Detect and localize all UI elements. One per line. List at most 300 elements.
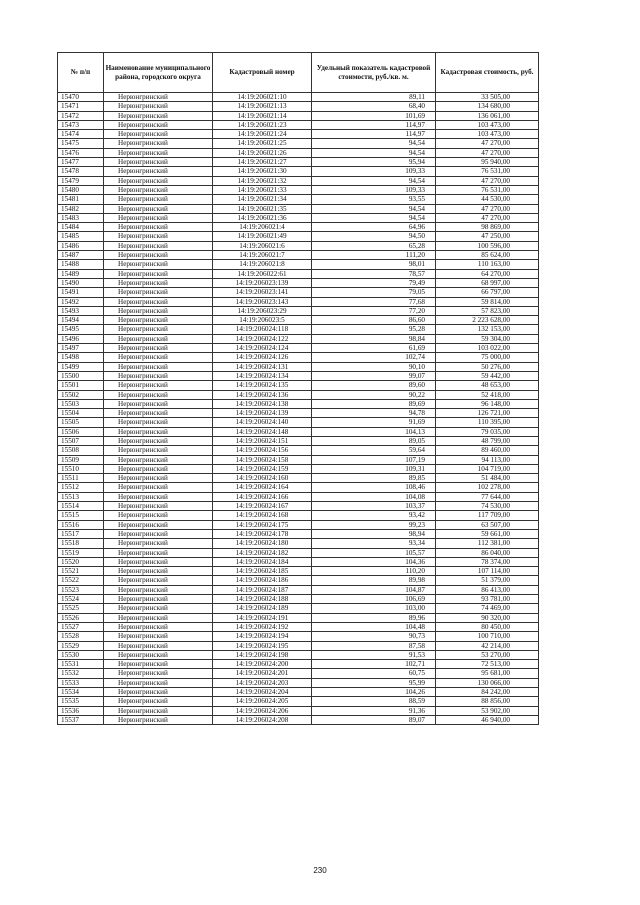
row-number-cell: 15508 xyxy=(58,446,104,455)
row-number-cell: 15533 xyxy=(58,678,104,687)
row-number-cell: 15491 xyxy=(58,288,104,297)
table-row xyxy=(58,232,539,241)
municipality-cell: Нерюнгринский xyxy=(104,260,213,269)
table-row xyxy=(58,548,539,557)
table-row xyxy=(58,446,539,455)
cadastral-number-cell: 14:19:206024:131 xyxy=(213,362,312,371)
row-number-cell: 15480 xyxy=(58,185,104,194)
cadastral-number-cell: 14:19:206024:136 xyxy=(213,390,312,399)
table-row xyxy=(58,130,539,139)
cadastral-number-cell: 14:19:206024:140 xyxy=(213,418,312,427)
unit-value-cell: 90,10 xyxy=(312,362,436,371)
cadastral-cost-cell: 50 276,00 xyxy=(436,362,539,371)
unit-value-cell: 90,73 xyxy=(312,632,436,641)
row-number-cell: 15501 xyxy=(58,381,104,390)
cadastral-number-cell: 14:19:206021:14 xyxy=(213,111,312,120)
unit-value-cell: 59,64 xyxy=(312,446,436,455)
cadastral-cost-cell: 74 469,00 xyxy=(436,604,539,613)
unit-value-cell: 89,98 xyxy=(312,576,436,585)
municipality-cell: Нерюнгринский xyxy=(104,371,213,380)
row-number-cell: 15502 xyxy=(58,390,104,399)
cadastral-cost-cell: 107 114,00 xyxy=(436,567,539,576)
cadastral-number-cell: 14:19:206021:4 xyxy=(213,223,312,232)
unit-value-cell: 94,78 xyxy=(312,409,436,418)
row-number-cell: 15517 xyxy=(58,529,104,538)
unit-value-cell: 64,96 xyxy=(312,223,436,232)
cadastral-cost-cell: 47 270,00 xyxy=(436,204,539,213)
cadastral-value-table-page xyxy=(57,52,538,725)
table-row xyxy=(58,158,539,167)
row-number-cell: 15514 xyxy=(58,502,104,511)
cadastral-number-cell: 14:19:206024:135 xyxy=(213,381,312,390)
cadastral-number-cell: 14:19:206021:23 xyxy=(213,120,312,129)
cadastral-cost-cell: 75 000,00 xyxy=(436,353,539,362)
municipality-cell: Нерюнгринский xyxy=(104,613,213,622)
table-row xyxy=(58,464,539,473)
unit-value-cell: 89,96 xyxy=(312,613,436,622)
unit-value-cell: 79,49 xyxy=(312,278,436,287)
cadastral-number-cell: 14:19:206024:182 xyxy=(213,548,312,557)
table-row xyxy=(58,706,539,715)
municipality-cell: Нерюнгринский xyxy=(104,511,213,520)
cadastral-number-cell: 14:19:206021:7 xyxy=(213,251,312,260)
row-number-cell: 15522 xyxy=(58,576,104,585)
cadastral-number-cell: 14:19:206024:186 xyxy=(213,576,312,585)
cadastral-cost-cell: 66 797,00 xyxy=(436,288,539,297)
table-row xyxy=(58,120,539,129)
municipality-cell: Нерюнгринский xyxy=(104,455,213,464)
table-row xyxy=(58,344,539,353)
row-number-cell: 15471 xyxy=(58,102,104,111)
cadastral-cost-cell: 53 902,00 xyxy=(436,706,539,715)
row-number-cell: 15470 xyxy=(58,93,104,102)
cadastral-cost-cell: 46 940,00 xyxy=(436,715,539,724)
cadastral-cost-cell: 103 473,00 xyxy=(436,120,539,129)
cadastral-number-cell: 14:19:206021:8 xyxy=(213,260,312,269)
cadastral-cost-cell: 110 163,00 xyxy=(436,260,539,269)
municipality-cell: Нерюнгринский xyxy=(104,585,213,594)
row-number-cell: 15495 xyxy=(58,325,104,334)
table-row xyxy=(58,567,539,576)
cadastral-cost-cell: 104 719,00 xyxy=(436,464,539,473)
page-number: 230 xyxy=(313,866,327,875)
table-row xyxy=(58,93,539,102)
municipality-cell: Нерюнгринский xyxy=(104,492,213,501)
cadastral-number-cell: 14:19:206023:139 xyxy=(213,278,312,287)
unit-value-cell: 109,31 xyxy=(312,464,436,473)
cadastral-number-cell: 14:19:206024:159 xyxy=(213,464,312,473)
row-number-cell: 15473 xyxy=(58,120,104,129)
cadastral-number-cell: 14:19:206021:30 xyxy=(213,167,312,176)
unit-value-cell: 77,20 xyxy=(312,306,436,315)
row-number-cell: 15528 xyxy=(58,632,104,641)
row-number-cell: 15509 xyxy=(58,455,104,464)
cadastral-cost-cell: 42 214,00 xyxy=(436,641,539,650)
header-row-number: № п/п xyxy=(58,53,104,93)
cadastral-cost-cell: 126 721,00 xyxy=(436,409,539,418)
unit-value-cell: 107,19 xyxy=(312,455,436,464)
row-number-cell: 15506 xyxy=(58,427,104,436)
table-header-row xyxy=(58,53,539,93)
cadastral-cost-cell: 2 223 628,00 xyxy=(436,316,539,325)
row-number-cell: 15523 xyxy=(58,585,104,594)
unit-value-cell: 93,34 xyxy=(312,539,436,548)
header-municipality: Наименование муниципального района, городского округа xyxy=(104,53,213,93)
municipality-cell: Нерюнгринский xyxy=(104,446,213,455)
municipality-cell: Нерюнгринский xyxy=(104,269,213,278)
cadastral-number-cell: 14:19:206024:178 xyxy=(213,529,312,538)
unit-value-cell: 104,48 xyxy=(312,622,436,631)
table-body xyxy=(58,93,539,725)
unit-value-cell: 103,00 xyxy=(312,604,436,613)
cadastral-cost-cell: 95 681,00 xyxy=(436,669,539,678)
cadastral-cost-cell: 47 270,00 xyxy=(436,148,539,157)
cadastral-number-cell: 14:19:206024:168 xyxy=(213,511,312,520)
cadastral-number-cell: 14:19:206021:6 xyxy=(213,241,312,250)
municipality-cell: Нерюнгринский xyxy=(104,381,213,390)
row-number-cell: 15492 xyxy=(58,297,104,306)
cadastral-number-cell: 14:19:206024:160 xyxy=(213,474,312,483)
row-number-cell: 15486 xyxy=(58,241,104,250)
cadastral-number-cell: 14:19:206024:134 xyxy=(213,371,312,380)
table-row xyxy=(58,148,539,157)
unit-value-cell: 61,69 xyxy=(312,344,436,353)
table-row xyxy=(58,353,539,362)
cadastral-cost-cell: 44 530,00 xyxy=(436,195,539,204)
cadastral-cost-cell: 48 653,00 xyxy=(436,381,539,390)
unit-value-cell: 91,69 xyxy=(312,418,436,427)
row-number-cell: 15513 xyxy=(58,492,104,501)
row-number-cell: 15534 xyxy=(58,688,104,697)
cadastral-number-cell: 14:19:206021:49 xyxy=(213,232,312,241)
table-row xyxy=(58,688,539,697)
cadastral-number-cell: 14:19:206024:188 xyxy=(213,595,312,604)
unit-value-cell: 77,68 xyxy=(312,297,436,306)
cadastral-number-cell: 14:19:206022:61 xyxy=(213,269,312,278)
municipality-cell: Нерюнгринский xyxy=(104,390,213,399)
municipality-cell: Нерюнгринский xyxy=(104,130,213,139)
municipality-cell: Нерюнгринский xyxy=(104,660,213,669)
row-number-cell: 15531 xyxy=(58,660,104,669)
municipality-cell: Нерюнгринский xyxy=(104,288,213,297)
unit-value-cell: 104,26 xyxy=(312,688,436,697)
unit-value-cell: 102,71 xyxy=(312,660,436,669)
municipality-cell: Нерюнгринский xyxy=(104,595,213,604)
unit-value-cell: 95,99 xyxy=(312,678,436,687)
row-number-cell: 15519 xyxy=(58,548,104,557)
cadastral-cost-cell: 68 997,00 xyxy=(436,278,539,287)
cadastral-cost-cell: 117 709,00 xyxy=(436,511,539,520)
cadastral-number-cell: 14:19:206024:189 xyxy=(213,604,312,613)
unit-value-cell: 95,94 xyxy=(312,158,436,167)
row-number-cell: 15503 xyxy=(58,399,104,408)
table-row xyxy=(58,325,539,334)
municipality-cell: Нерюнгринский xyxy=(104,576,213,585)
municipality-cell: Нерюнгринский xyxy=(104,632,213,641)
cadastral-number-cell: 14:19:206021:24 xyxy=(213,130,312,139)
table-row xyxy=(58,529,539,538)
municipality-cell: Нерюнгринский xyxy=(104,158,213,167)
table-row xyxy=(58,195,539,204)
row-number-cell: 15512 xyxy=(58,483,104,492)
table-row xyxy=(58,297,539,306)
municipality-cell: Нерюнгринский xyxy=(104,409,213,418)
unit-value-cell: 94,54 xyxy=(312,148,436,157)
municipality-cell: Нерюнгринский xyxy=(104,650,213,659)
cadastral-cost-cell: 59 661,00 xyxy=(436,529,539,538)
cadastral-number-cell: 14:19:206024:208 xyxy=(213,715,312,724)
municipality-cell: Нерюнгринский xyxy=(104,195,213,204)
unit-value-cell: 106,69 xyxy=(312,595,436,604)
municipality-cell: Нерюнгринский xyxy=(104,436,213,445)
row-number-cell: 15474 xyxy=(58,130,104,139)
cadastral-cost-cell: 33 505,00 xyxy=(436,93,539,102)
cadastral-cost-cell: 86 040,00 xyxy=(436,548,539,557)
cadastral-number-cell: 14:19:206024:139 xyxy=(213,409,312,418)
row-number-cell: 15516 xyxy=(58,520,104,529)
cadastral-cost-cell: 102 278,00 xyxy=(436,483,539,492)
cadastral-cost-cell: 100 596,00 xyxy=(436,241,539,250)
unit-value-cell: 109,33 xyxy=(312,167,436,176)
cadastral-cost-cell: 59 304,00 xyxy=(436,334,539,343)
cadastral-number-cell: 14:19:206021:36 xyxy=(213,213,312,222)
municipality-cell: Нерюнгринский xyxy=(104,567,213,576)
municipality-cell: Нерюнгринский xyxy=(104,715,213,724)
cadastral-cost-cell: 77 644,00 xyxy=(436,492,539,501)
unit-value-cell: 98,94 xyxy=(312,529,436,538)
municipality-cell: Нерюнгринский xyxy=(104,678,213,687)
row-number-cell: 15490 xyxy=(58,278,104,287)
municipality-cell: Нерюнгринский xyxy=(104,464,213,473)
row-number-cell: 15489 xyxy=(58,269,104,278)
cadastral-number-cell: 14:19:206024:206 xyxy=(213,706,312,715)
row-number-cell: 15507 xyxy=(58,436,104,445)
row-number-cell: 15494 xyxy=(58,316,104,325)
row-number-cell: 15479 xyxy=(58,176,104,185)
table-row xyxy=(58,604,539,613)
municipality-cell: Нерюнгринский xyxy=(104,232,213,241)
municipality-cell: Нерюнгринский xyxy=(104,316,213,325)
cadastral-number-cell: 14:19:206024:180 xyxy=(213,539,312,548)
cadastral-number-cell: 14:19:206021:27 xyxy=(213,158,312,167)
cadastral-cost-cell: 57 823,00 xyxy=(436,306,539,315)
cadastral-number-cell: 14:19:206024:187 xyxy=(213,585,312,594)
table-row xyxy=(58,632,539,641)
cadastral-cost-cell: 48 799,00 xyxy=(436,436,539,445)
table-row xyxy=(58,306,539,315)
cadastral-cost-cell: 51 379,00 xyxy=(436,576,539,585)
row-number-cell: 15511 xyxy=(58,474,104,483)
header-cadastral-number: Кадастровый номер xyxy=(213,53,312,93)
row-number-cell: 15529 xyxy=(58,641,104,650)
row-number-cell: 15497 xyxy=(58,344,104,353)
cadastral-cost-cell: 90 320,00 xyxy=(436,613,539,622)
table-row xyxy=(58,139,539,148)
table-row xyxy=(58,185,539,194)
municipality-cell: Нерюнгринский xyxy=(104,557,213,566)
row-number-cell: 15521 xyxy=(58,567,104,576)
table-row xyxy=(58,427,539,436)
unit-value-cell: 102,74 xyxy=(312,353,436,362)
table-row xyxy=(58,316,539,325)
unit-value-cell: 89,07 xyxy=(312,715,436,724)
unit-value-cell: 94,54 xyxy=(312,176,436,185)
cadastral-number-cell: 14:19:206021:10 xyxy=(213,93,312,102)
cadastral-cost-cell: 76 531,00 xyxy=(436,167,539,176)
cadastral-number-cell: 14:19:206021:25 xyxy=(213,139,312,148)
cadastral-cost-cell: 84 242,00 xyxy=(436,688,539,697)
cadastral-cost-cell: 96 148,00 xyxy=(436,399,539,408)
unit-value-cell: 104,13 xyxy=(312,427,436,436)
municipality-cell: Нерюнгринский xyxy=(104,539,213,548)
cadastral-number-cell: 14:19:206024:158 xyxy=(213,455,312,464)
unit-value-cell: 68,40 xyxy=(312,102,436,111)
unit-value-cell: 99,23 xyxy=(312,520,436,529)
row-number-cell: 15476 xyxy=(58,148,104,157)
table-row xyxy=(58,390,539,399)
cadastral-cost-cell: 136 061,00 xyxy=(436,111,539,120)
municipality-cell: Нерюнгринский xyxy=(104,353,213,362)
row-number-cell: 15504 xyxy=(58,409,104,418)
unit-value-cell: 104,87 xyxy=(312,585,436,594)
unit-value-cell: 87,58 xyxy=(312,641,436,650)
municipality-cell: Нерюнгринский xyxy=(104,204,213,213)
municipality-cell: Нерюнгринский xyxy=(104,102,213,111)
row-number-cell: 15496 xyxy=(58,334,104,343)
cadastral-cost-cell: 47 250,00 xyxy=(436,232,539,241)
cadastral-number-cell: 14:19:206024:126 xyxy=(213,353,312,362)
cadastral-cost-cell: 51 484,00 xyxy=(436,474,539,483)
unit-value-cell: 94,50 xyxy=(312,232,436,241)
unit-value-cell: 78,57 xyxy=(312,269,436,278)
cadastral-number-cell: 14:19:206024:204 xyxy=(213,688,312,697)
row-number-cell: 15499 xyxy=(58,362,104,371)
table-row xyxy=(58,381,539,390)
table-row xyxy=(58,418,539,427)
cadastral-number-cell: 14:19:206023:143 xyxy=(213,297,312,306)
municipality-cell: Нерюнгринский xyxy=(104,483,213,492)
row-number-cell: 15535 xyxy=(58,697,104,706)
unit-value-cell: 94,54 xyxy=(312,139,436,148)
cadastral-number-cell: 14:19:206021:26 xyxy=(213,148,312,157)
municipality-cell: Нерюнгринский xyxy=(104,344,213,353)
table-row xyxy=(58,660,539,669)
municipality-cell: Нерюнгринский xyxy=(104,251,213,260)
municipality-cell: Нерюнгринский xyxy=(104,427,213,436)
cadastral-cost-cell: 59 442,00 xyxy=(436,371,539,380)
unit-value-cell: 60,75 xyxy=(312,669,436,678)
cadastral-number-cell: 14:19:206023:29 xyxy=(213,306,312,315)
unit-value-cell: 89,85 xyxy=(312,474,436,483)
cadastral-cost-cell: 103 022,00 xyxy=(436,344,539,353)
table-row xyxy=(58,622,539,631)
municipality-cell: Нерюнгринский xyxy=(104,622,213,631)
cadastral-cost-cell: 79 035,00 xyxy=(436,427,539,436)
table-row xyxy=(58,483,539,492)
table-row xyxy=(58,641,539,650)
row-number-cell: 15532 xyxy=(58,669,104,678)
cadastral-cost-cell: 93 781,00 xyxy=(436,595,539,604)
unit-value-cell: 86,60 xyxy=(312,316,436,325)
table-row xyxy=(58,399,539,408)
cadastral-number-cell: 14:19:206024:192 xyxy=(213,622,312,631)
table-row xyxy=(58,176,539,185)
municipality-cell: Нерюнгринский xyxy=(104,223,213,232)
cadastral-number-cell: 14:19:206024:203 xyxy=(213,678,312,687)
cadastral-number-cell: 14:19:206024:184 xyxy=(213,557,312,566)
cadastral-number-cell: 14:19:206024:166 xyxy=(213,492,312,501)
unit-value-cell: 98,01 xyxy=(312,260,436,269)
row-number-cell: 15482 xyxy=(58,204,104,213)
cadastral-value-table xyxy=(57,52,539,725)
cadastral-cost-cell: 47 270,00 xyxy=(436,176,539,185)
unit-value-cell: 93,55 xyxy=(312,195,436,204)
unit-value-cell: 93,42 xyxy=(312,511,436,520)
unit-value-cell: 110,20 xyxy=(312,567,436,576)
unit-value-cell: 111,20 xyxy=(312,251,436,260)
table-row xyxy=(58,269,539,278)
municipality-cell: Нерюнгринский xyxy=(104,213,213,222)
row-number-cell: 15485 xyxy=(58,232,104,241)
unit-value-cell: 65,28 xyxy=(312,241,436,250)
cadastral-cost-cell: 134 680,00 xyxy=(436,102,539,111)
table-row xyxy=(58,371,539,380)
cadastral-cost-cell: 47 270,00 xyxy=(436,213,539,222)
table-row xyxy=(58,715,539,724)
cadastral-cost-cell: 74 530,00 xyxy=(436,502,539,511)
row-number-cell: 15530 xyxy=(58,650,104,659)
row-number-cell: 15526 xyxy=(58,613,104,622)
municipality-cell: Нерюнгринский xyxy=(104,241,213,250)
cadastral-cost-cell: 53 270,00 xyxy=(436,650,539,659)
unit-value-cell: 94,54 xyxy=(312,213,436,222)
unit-value-cell: 105,57 xyxy=(312,548,436,557)
municipality-cell: Нерюнгринский xyxy=(104,139,213,148)
cadastral-cost-cell: 47 270,00 xyxy=(436,139,539,148)
cadastral-cost-cell: 80 450,00 xyxy=(436,622,539,631)
municipality-cell: Нерюнгринский xyxy=(104,529,213,538)
municipality-cell: Нерюнгринский xyxy=(104,399,213,408)
municipality-cell: Нерюнгринский xyxy=(104,120,213,129)
row-number-cell: 15520 xyxy=(58,557,104,566)
unit-value-cell: 89,11 xyxy=(312,93,436,102)
table-row xyxy=(58,502,539,511)
table-row xyxy=(58,204,539,213)
unit-value-cell: 108,46 xyxy=(312,483,436,492)
municipality-cell: Нерюнгринский xyxy=(104,93,213,102)
row-number-cell: 15515 xyxy=(58,511,104,520)
municipality-cell: Нерюнгринский xyxy=(104,502,213,511)
table-row xyxy=(58,251,539,260)
cadastral-number-cell: 14:19:206024:205 xyxy=(213,697,312,706)
municipality-cell: Нерюнгринский xyxy=(104,297,213,306)
row-number-cell: 15505 xyxy=(58,418,104,427)
cadastral-cost-cell: 98 869,00 xyxy=(436,223,539,232)
cadastral-cost-cell: 132 153,00 xyxy=(436,325,539,334)
cadastral-cost-cell: 95 940,00 xyxy=(436,158,539,167)
row-number-cell: 15536 xyxy=(58,706,104,715)
cadastral-cost-cell: 86 413,00 xyxy=(436,585,539,594)
cadastral-number-cell: 14:19:206024:167 xyxy=(213,502,312,511)
cadastral-number-cell: 14:19:206024:164 xyxy=(213,483,312,492)
table-row xyxy=(58,697,539,706)
cadastral-number-cell: 14:19:206021:32 xyxy=(213,176,312,185)
cadastral-number-cell: 14:19:206023:5 xyxy=(213,316,312,325)
table-row xyxy=(58,241,539,250)
cadastral-number-cell: 14:19:206024:198 xyxy=(213,650,312,659)
row-number-cell: 15483 xyxy=(58,213,104,222)
cadastral-number-cell: 14:19:206024:194 xyxy=(213,632,312,641)
